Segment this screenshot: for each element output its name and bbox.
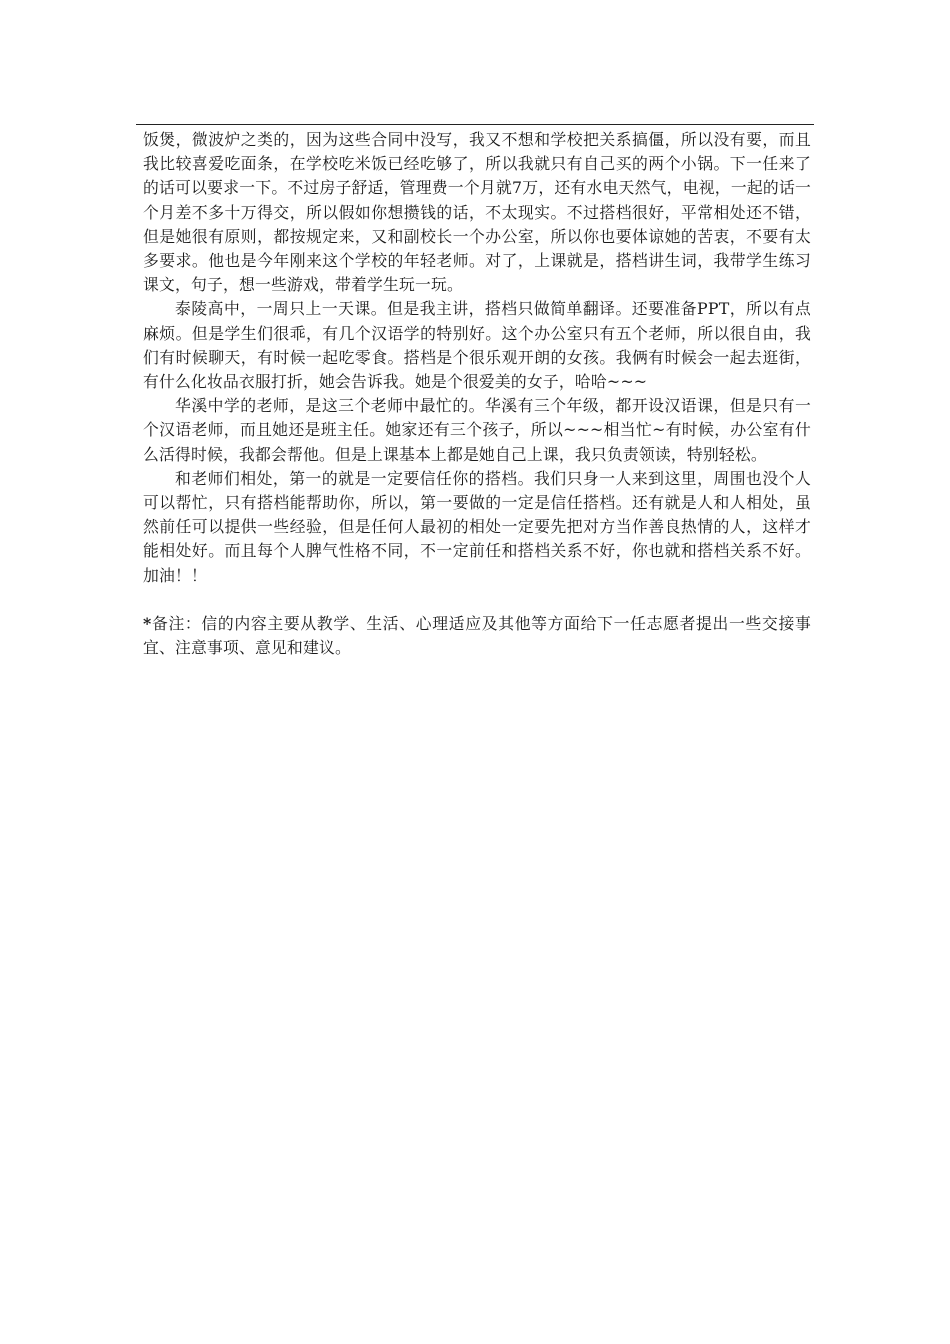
document-body — [143, 128, 811, 660]
footnote-marker: * — [143, 613, 152, 633]
footnote-text: 备注：信的内容主要从教学、生活、心理适应及其他等方面给下一任志愿者提出一些交接事宜、注意事项、意见和建议。 — [143, 613, 811, 658]
paragraph-1: 饭煲，微波炉之类的，因为这些合同中没写，我又不想和学校把关系搞僵，所以没有要，而且我比较喜爱吃面条，在学校吃米饭已经吃够了，所以我就只有自己买的两个小锅。下一任来了的话可以要求一下。不过房子舒适，管理费一个月就7万，还有水电天然气，电视，一起的话一个月差不多十万得交，所以假如你想攒钱的话，不太现实。不过搭档很好，平常相处还不错，但是她很有原则，都按规定来，又和副校长一个办公室，所以你也要体谅她的苦衷，不要有太多要求。他也是今年刚来这个学校的年轻老师。对了，上课就是，搭档讲生词，我带学生练习课文，句子，想一些游戏，带着学生玩一玩。 — [143, 130, 811, 295]
paragraph-4: 和老师们相处，第一的就是一定要信任你的搭档。我们只身一人来到这里，周围也没个人可以帮忙，只有搭档能帮助你，所以，第一要做的一定是信任搭档。还有就是人和人相处，虽然前任可以提供一些经验，但是任何人最初的相处一定要先把对方当作善良热情的人，这样才能相处好。而且每个人脾气性格不同，不一定前任和搭档关系不好，你也就和搭档关系不好。加油！！ — [143, 468, 811, 585]
paragraph-3: 华溪中学的老师，是这三个老师中最忙的。华溪有三个年级，都开设汉语课，但是只有一个汉语老师，而且她还是班主任。她家还有三个孩子，所以~~~相当忙~有时候，办公室有什么活得时候，我都会帮他。但是上课基本上都是她自己上课，我只负责领读，特别轻松。 — [143, 396, 811, 464]
paragraph-2: 泰陵高中，一周只上一天课。但是我主讲，搭档只做简单翻译。还要准备PPT，所以有点麻烦。但是学生们很乖，有几个汉语学的特别好。这个办公室只有五个老师，所以很自由，我们有时候聊天，有时候一起吃零食。搭档是个很乐观开朗的女孩。我俩有时候会一起去逛街，有什么化妆品衣服打折，她会告诉我。她是个很爱美的女子，哈哈~~~ — [143, 299, 811, 392]
footnote — [143, 612, 811, 660]
header-divider — [136, 124, 814, 125]
